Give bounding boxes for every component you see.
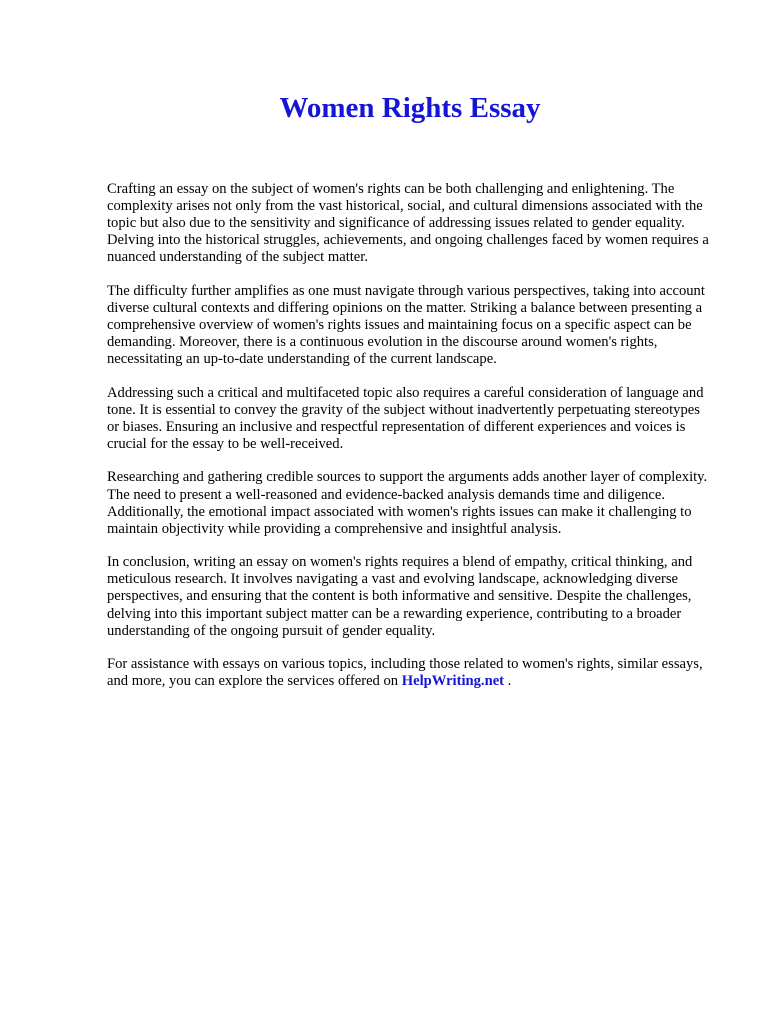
essay-body xyxy=(107,181,712,707)
page-title: Women Rights Essay xyxy=(279,92,541,124)
paragraph-5: In conclusion, writing an essay on women's rights requires a blend of empathy, critical thinking, and meticulous research. It involves navigating a vast and evolving landscape, acknowledging diverse perspectives, and ensuring that the content is both informative and sensitive. Despite the challenges, delving into this important subject matter can be a rewarding experience, contributing to a broader understanding of the ongoing pursuit of gender equality. xyxy=(107,554,693,639)
closing-text: For assistance with essays on various topics, including those related to women's rights, similar essays, and more, you can explore the services offered on xyxy=(107,656,703,690)
paragraph-3: Addressing such a critical and multifaceted topic also requires a careful consideration of language and tone. It is essential to convey the gravity of the subject without inadvertently perpetuating stereotypes or biases. Ensuring an inclusive and respectful representation of different experiences and voices is crucial for the essay to be well-received. xyxy=(107,384,704,452)
helpwriting-link[interactable]: HelpWriting.net xyxy=(401,673,505,690)
closing-paragraph xyxy=(107,656,712,690)
paragraph-1: Crafting an essay on the subject of women's rights can be both challenging and enlightening. The complexity arises not only from the vast historical, social, and cultural dimensions associated with the topic but also due to the sensitivity and significance of addressing issues related to gender equality. Delving into the historical struggles, achievements, and ongoing challenges faced by women requires a nuanced understanding of the subject matter. xyxy=(107,181,709,266)
paragraph-4: Researching and gathering credible sources to support the arguments adds another layer of complexity. The need to present a well-reasoned and evidence-backed analysis demands time and diligence. Additionally, the emotional impact associated with women's rights issues can make it challenging to maintain objectivity while providing a comprehensive and insightful analysis. xyxy=(107,469,708,537)
paragraph-2: The difficulty further amplifies as one must navigate through various perspectives, taking into account diverse cultural contexts and differing opinions on the matter. Striking a balance between presenting a comprehensive overview of women's rights issues and maintaining focus on a specific aspect can be demanding. Moreover, there is a continuous evolution in the discourse around women's rights, necessitating an up-to-date understanding of the current landscape. xyxy=(107,282,705,368)
closing-text-end: . xyxy=(504,673,512,690)
